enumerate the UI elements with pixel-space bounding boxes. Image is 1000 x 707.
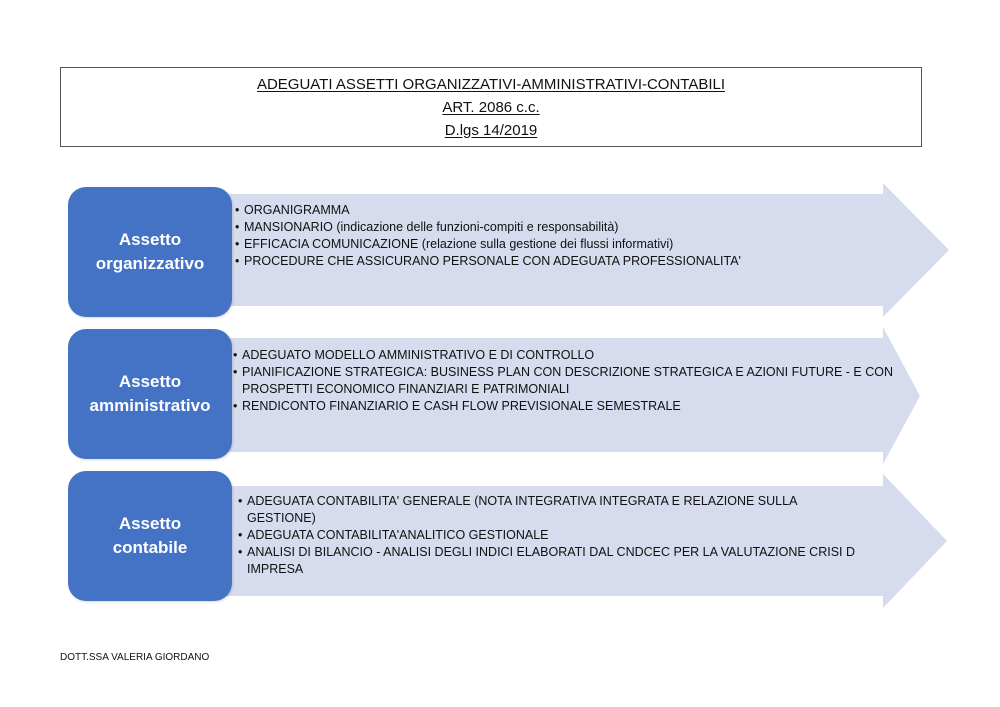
list-contabile: [238, 493, 868, 578]
list-item: • ADEGUATO MODELLO AMMINISTRATIVO E DI CONTROLLO: [233, 347, 903, 364]
title-line-2: ART. 2086 c.c.: [442, 98, 540, 116]
list-item: • PIANIFICAZIONE STRATEGICA: BUSINESS PLAN CON DESCRIZIONE STRATEGICA E AZIONI FUTURE - E CON PROSPETTI ECONOMICO FINANZIARI E PATRIMONIALI: [233, 364, 903, 398]
list-item: • MANSIONARIO (indicazione delle funzioni-compiti e responsabilità): [235, 219, 875, 236]
author-footer: DOTT.SSA VALERIA GIORDANO: [60, 652, 210, 663]
box-assetto-contabile: [68, 471, 232, 601]
list-item: • PROCEDURE CHE ASSICURANO PERSONALE CON ADEGUATA PROFESSIONALITA': [235, 253, 875, 270]
box-title-line-2: organizzativo: [95, 254, 205, 273]
title-line-3: D.lgs 14/2019: [444, 121, 538, 139]
list-item: • ADEGUATA CONTABILITA' GENERALE (NOTA INTEGRATIVA INTEGRATA E RELAZIONE SULLA GESTIONE): [238, 493, 868, 527]
box-assetto-organizzativo: [68, 187, 232, 317]
box-title-line-1: Assetto: [118, 514, 182, 533]
list-organizzativo: [235, 202, 875, 270]
list-item: • EFFICACIA COMUNICAZIONE (relazione sulla gestione dei flussi informativi): [235, 236, 875, 253]
box-title-line-2: contabile: [112, 538, 188, 557]
box-assetto-amministrativo: [68, 329, 232, 459]
box-title-line-1: Assetto: [118, 372, 182, 391]
box-title-line-1: Assetto: [118, 230, 182, 249]
list-amministrativo: [233, 347, 903, 415]
list-item: • ADEGUATA CONTABILITA'ANALITICO GESTIONALE: [238, 527, 868, 544]
title-line-1: ADEGUATI ASSETTI ORGANIZZATIVI-AMMINISTRATIVI-CONTABILI: [256, 75, 726, 93]
box-title-line-2: amministrativo: [89, 396, 211, 415]
list-item: • ANALISI DI BILANCIO - ANALISI DEGLI INDICI ELABORATI DAL CNDCEC PER LA VALUTAZIONE CRISI D IMPRESA: [238, 544, 868, 578]
list-item: • ORGANIGRAMMA: [235, 202, 875, 219]
list-item: • RENDICONTO FINANZIARIO E CASH FLOW PREVISIONALE SEMESTRALE: [233, 398, 903, 415]
